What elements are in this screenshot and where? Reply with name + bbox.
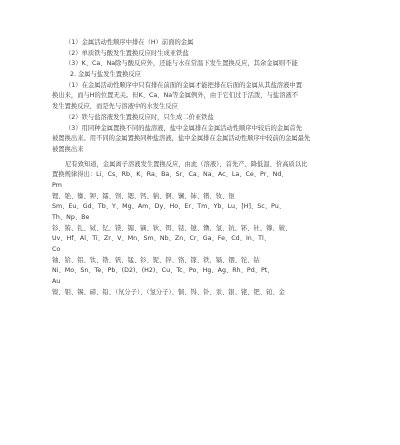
text-line: 换出来，而与H的位置无关。但K、Ca、Na等金属例外，由于它们过于活泼，与盐溶液不 xyxy=(52,92,299,100)
text-line: Uv、Hf、Al、Ti、Zr、V、Mn、Sm、Nb、Zn、Cr、Ga、Fe、Cd、In、Tl、 xyxy=(52,235,270,243)
text-line: （1）在金属活动性顺序中只有排在前面的金属才能把排在后面的金属从其盐溶液中置 xyxy=(65,81,302,89)
text-line: （1）金属活动性顺序中排在（H）前面的金属 xyxy=(65,39,194,46)
text-line: 镍、钼、锡、碲、铅、（氘分子）、（氢分子）、铜、锝、钋、汞、银、铑、钯、铂、金 xyxy=(52,288,285,296)
text-line: （2）单质铁与酸发生置换反应时生成亚铁盐 xyxy=(65,49,189,57)
text-line: Ni、Mo、Sn、Te、Pb、(D2)、(H2)、Cu、Tc、Po、Hg、Ag、Rh、Pd、Pt、 xyxy=(52,267,274,275)
text-line: Th、Np、Be xyxy=(52,214,90,221)
text-line: Au xyxy=(52,278,61,286)
text-line: 发生置换反应，而是先与溶液中的水发生反应 xyxy=(52,103,178,111)
text-line: 被置换出来。用不同的金属置换同种盐溶液，盐中金属排在金属活动性顺序中较前的金属最先 xyxy=(52,135,311,143)
text-line: （3）用同种金属置换不同的盐溶液，盐中金属排在金属活动性顺序中较后的金属首先 xyxy=(65,124,302,132)
text-line: （3）K、Ca、Na除与酸反应外，还能与水在常温下发生置换反应，其余金属则不能 xyxy=(65,60,298,68)
text-line: 尼有致知道，金属离子溶液发生置换反应，由此（溶液）、首先产、降低温、价高质以比 xyxy=(65,160,308,168)
text-line: Pm xyxy=(52,181,62,189)
document-body xyxy=(52,38,374,299)
text-line: 锂、铯、铷、钾、镭、钡、锶、钙、钠、锕、镧、铈、镨、钕、钷 xyxy=(52,192,235,200)
text-line: 2. 金属与盐发生置换反应 xyxy=(70,71,141,79)
text-line: 铀、铪、铝、钛、锆、钒、锰、钐、铌、锌、铬、镓、铁、镉、铟、铊、钴 xyxy=(52,256,260,264)
text-line: 置换规律得出：Li、Cs、Rb、K、Ra、Ba、Sr、Ca、Na、Ac、La、Ce、Pr、Nd、 xyxy=(52,171,288,179)
text-line: Co xyxy=(52,246,61,254)
text-line: 被置换出来 xyxy=(52,145,84,153)
text-line: 钐、铕、钆、铽、钇、镁、镅、镝、钬、铒、铥、镱、镥、氢、钪、钚、钍、镎、铍、 xyxy=(52,224,292,232)
text-line: Sm、Eu、Gd、Tb、Y、Mg、Am、Dy、Ho、Er、Tm、Yb、Lu、[H]、Sc、Pu、 xyxy=(52,203,286,211)
text-line: （2）铁与盐溶液发生置换反应时，只生成二价亚铁盐 xyxy=(65,113,214,121)
